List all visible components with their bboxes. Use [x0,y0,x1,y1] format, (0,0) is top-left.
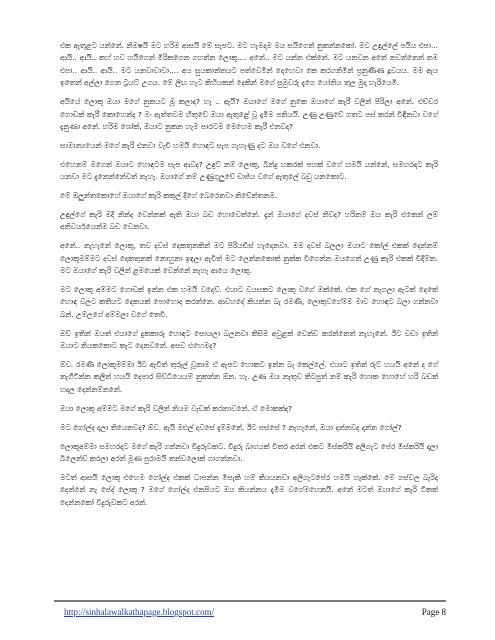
paragraph: ලොකූඅම්මා සමහරදාට මගේ කැරි ගන්නවා විදුරුවකට. විදුරු බාගයක් විතර අරන් එකට මිස්කරියි අලිගැට පේර මිස්කරියි දාලා බිලෙන්ඩ් කරලා අරන් මූණ පුරාමයි තන්වලොක් ගාගන්නවා. [60,441,438,463]
paragraph: සාමාන්‍යයෙන් මගේ කැරි එනවා වැඩි හමයි හොඳට සැප ගැහැණු දට ඔය වගේ එනවා. [60,140,321,150]
paragraph: අනේ.. නැහැනේ ලොකූ, තව දවස් දෙකතුනකින් මට පිරියඩිස් හැදෙනවා. මම දවස් බලලා ඔයාට කෝල් එකක් දෙන්නම් ලොකූමම්මට දවස් දෙකතුනක් නොහුනා ඉඳලා ඇවිත් මට ලෙන්නකොක් නුක්ක විගෙන්න ඔයගෙන් උණු කැරි එකක් විදිම්න. මට ඔයාගේ කැරි වලින් ළමයෙක් වෙන්නේ නැහැ ආයෙ ලොකූ. [60,241,438,276]
paragraph: මටත් ආසයි ලොකූ එහෙම ගෝල්ද එකක් ධාපන්න මිසැකි හම් කියයනවා අලිගැටපේර හමයි හැක්කේ. මේ ගස්වල බැරිද දෙන්නේ නැ පේද් ලොකූ ? මගේ ගෝල්ද එනපියට ඔය කියන්නය දැමීම වගේමහෙනයි. අනේ මටත් ඔයාගේ කැරි ටිකක් දෙන්නකෝ විදුරුවකට අරන්. [60,472,438,507]
page-number: Page 8 [421,607,446,617]
paragraph: ඕව. රමණී ලොකූමම්මා ඊට ඇවිත් තුරුල් වූනාම ඒ ඇපට හොකට ඉන්න බැ කෙල්ලේ. එයාට ඉතින් රුට් හයයි අනේ ද ගේ නැගිටින්න කලින් හයයි දෙපාර සිව්ධියෙයම් නුකන්න ඕන. හැ. උණ ඔය නැතුව කිටපුත් නම් කැරි හොක හොහේ හරි බඩක් හදල දෙන්නම්නනේ. [60,360,438,394]
page-footer [54,600,446,622]
paragraph: උඳුල්ගේ කැරි මදි නින්ද වෙන්නක් ඇති ඔයා බඩ හොවෙත්නේ. දැන් ඔයාගේ දවස් නිවද? හරිනම් ඔය කැරි එකෙන් ලම් අනිවර්යයෙන්ම බඩ වෙනවා. [60,209,438,232]
paragraph: එක ඇතුළට යන්නේ. නිමෂයි මට හරිම ආසයි මේ සැපට. මට හැමදාම මය සයිගෙන් නුකන්නකෝ. මට උඳුල්ලේ පයිය එපා... ආයි.. ආයි.. කහ් හව හයිගෙන් මිරිකගෙන ගහන්න ලොකූ.... අනේ.. මට යන්න එක්නේ. මට යනවන අනේ නවන්නෙන් නම එපා.. ආයි.. ආයි.. මට යනවාවාවා.... අය සුයකාන්තයට පත්වෙමින් දෙහෙවා කෙ කරගනිමින් ප්‍රනුණිණ දූවයය. මම ඇය ඉතෙන් අල්ලා ගෙන ට්‍රයට් උගය. මේ ලිඟ හැට කිහියකන් දෙකින් මගේ සුමුවරු දැගෙ යෝනිය තුල මුදා හැරියෙමි. [60,41,438,88]
paragraph: මේ ඔලුන්තකොහේ ඔයාගේ කැරි කකුල් දිගේ බෙරෙනවා නිවේන්තනම. [60,191,278,201]
paragraph: එහෙනම් මගෙන් ඔයාට හොඳටම සැප ආවද? උඳුට් නම් ලොකූ, බින්දු හකරක් පහක් වගේ හමයි යන්නේ, සමහරදාට කැරි යනවා මට දැනෙන්නේවත් නැහැ. ඔයාගේ නම් උණුගුලුවේ චාජ්ය වගේ ඇතුලේ බඩු යනකොට. [60,159,438,182]
blog-url-link[interactable]: http://sinhalawalkathapage.blogspot.com/ [64,607,214,617]
paragraph: මට ලොකූ අම්මට ගොඩක් ඉන්න එක හමයි වදෙව්. එයාට වයසකට ලොකු වගේ ඔක්කේ. එක ගේ නැගලා ඇටක් දෙකේ හොඳ වලට කතියට දෙකයක් පොහොද කරන්නෙ. ආවහදේ කියන්න බැ රමණී, ලොකුවගේම්ම මාව හොඳට බලා ගන්නවා බන්. උම්ලගේ අම්මලා වගේ තෙවි. [60,285,438,319]
body-text [60,40,438,516]
paragraph: ඔයා ලොකූ අම්මට මගේ කැරි වලින් නියම වැඩක් කරනාවනේ. ඒ මොකක්ද? [60,403,293,413]
paragraph: අයියේ ලොකූ ඔයා මගේ නුකයට මූ කලාද? හැ .. ඇයි? ඔයාගේ මගේ නුකෙ ඔයාගේ කැරී වලින් පිරිලා අනේ. එච්චර ගොඩක් කැරී කොහෙන්ද ? මං ඇත්තටම හිතුවේ ඔයා ඇතුළේ වූ දෑමීම පනියයි. උණු උණුවේ ගතට පස් කරන් විඳිනවා වගේ දැනුණා අනේ. හරිම ශෝක්, ඔයාට නුකන හැම පාරටම මෙහෙම කැරී එනවද? [60,97,438,131]
paragraph: මට ගෝල්ද දාලා තියෙනවද? ඕව. ඇයි මළුල් දවසේ දැම්මනේ. ඊට පස්සේ ? නැහැනේ, ඔයා දන්නවද දාන්න ගෝල්? [60,422,402,432]
paragraph: ඔව් ඉතින් ඔයත් එයාගේ දුකකාරු හොඳට සොයලා බලනවා කිසිම අවුළක් වෙන්ඩ කරන්නෙත් නැහැනේ. ඊට වඩා ඉතින් ඔයාට නියකකොට කැට දෙනවනේ. අසව එහෙමද? [60,328,438,351]
